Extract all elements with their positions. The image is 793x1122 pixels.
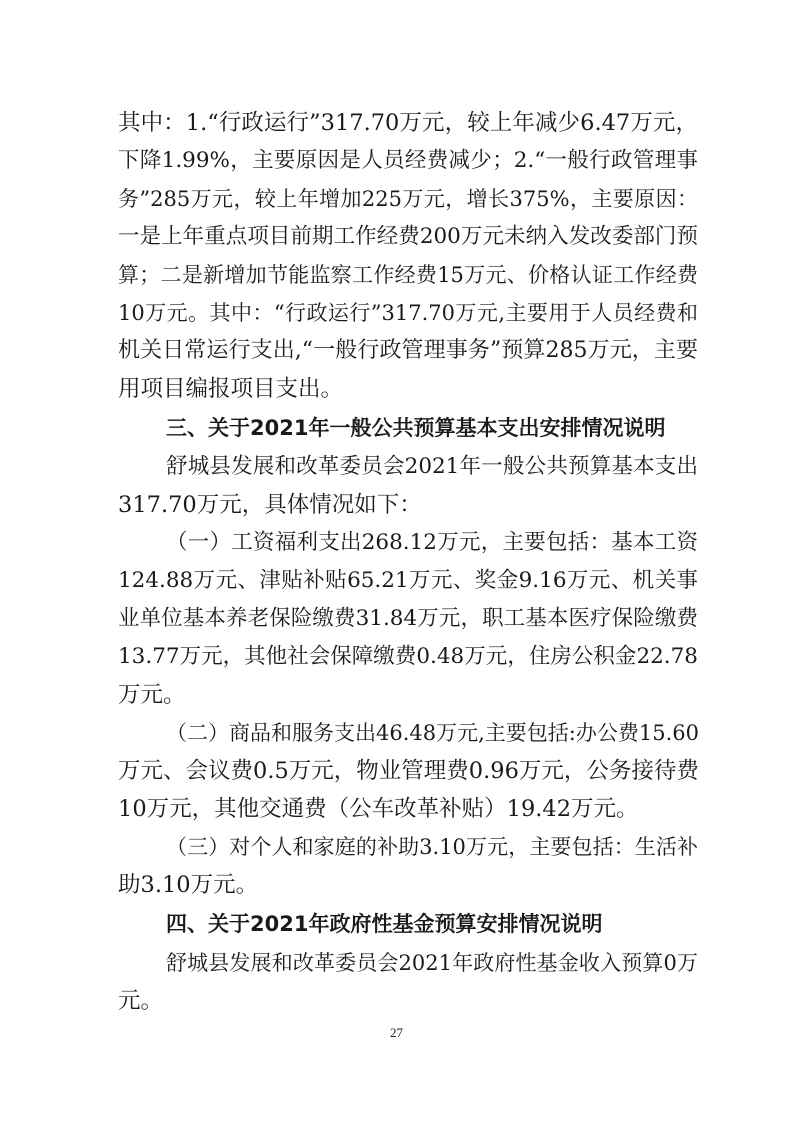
item1-line: （一）工资福利支出268.12万元，主要包括：基本工资	[166, 530, 698, 555]
item3-line: （三）对个人和家庭的补助3.10万元，主要包括：生活补	[166, 835, 698, 859]
para1-line: 下降1.99%，主要原因是人员经费减少；2.“一般行政管理事	[118, 148, 698, 173]
page-number: 27	[390, 1025, 403, 1040]
para1-line: 其中：1.“行政运行”317.70万元，较上年减少6.47万元，	[118, 110, 698, 136]
item3-line: 助3.10万元。	[118, 872, 259, 898]
para1-line: 机关日常运行支出,“一般行政管理事务”预算285万元，主要	[118, 338, 698, 363]
para1-line: 算；二是新增加节能监察工作经费15万元、价格认证工作经费	[118, 263, 698, 287]
item2-line: 10万元，其他交通费（公车改革补贴）19.42万元。	[118, 796, 639, 822]
item1-line: 万元。	[118, 682, 186, 708]
section3-intro-line: 舒城县发展和改革委员会2021年一般公共预算基本支出	[166, 454, 698, 479]
para1-line: 用项目编报项目支出。	[118, 376, 344, 402]
item1-line: 业单位基本养老保险缴费31.84万元，职工基本医疗保险缴费	[118, 606, 698, 631]
section4-body-line: 元。	[118, 988, 164, 1014]
item1-line: 13.77万元，其他社会保障缴费0.48万元，住房公积金22.78	[118, 644, 698, 669]
para1-line: 10万元。其中：“行政运行”317.70万元,主要用于人员经费和	[118, 301, 698, 325]
item2-line: （二）商品和服务支出46.48万元,主要包括:办公费15.60	[166, 721, 699, 745]
item1-line: 124.88万元、津贴补贴65.21万元、奖金9.16万元、机关事	[118, 568, 698, 593]
para1-line: 一是上年重点项目前期工作经费200万元未纳入发改委部门预	[118, 224, 698, 249]
section4-body-line: 舒城县发展和改革委员会2021年政府性基金收入预算0万	[166, 951, 698, 975]
para1-line: 务”285万元，较上年增加225万元，增长375%，主要原因：	[118, 187, 698, 211]
section3-intro-line: 317.70万元，具体情况如下：	[118, 492, 422, 518]
section3-heading: 三、关于2021年一般公共预算基本支出安排情况说明	[166, 416, 666, 440]
section4-heading: 四、关于2021年政府性基金预算安排情况说明	[166, 912, 603, 936]
item2-line: 万元、会议费0.5万元，物业管理费0.96万元，公务接待费	[118, 758, 699, 784]
